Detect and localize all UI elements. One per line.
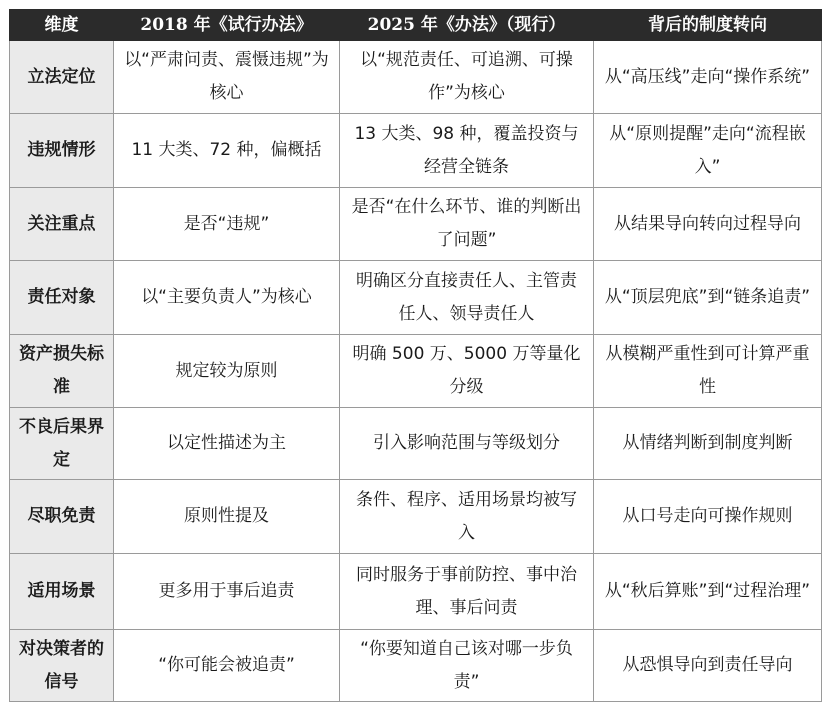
- row-dimension: 责任对象: [10, 261, 114, 335]
- cell-2025: 条件、程序、适用场景均被写入: [340, 480, 594, 554]
- cell-2018: 是否“违规”: [114, 188, 340, 261]
- cell-shift: 从“顶层兜底”到“链条追责”: [594, 261, 822, 335]
- header-2018: 2018 年《试行办法》: [114, 10, 340, 41]
- row-dimension: 资产损失标准: [10, 335, 114, 408]
- table-row: [10, 114, 822, 188]
- table-row: [10, 188, 822, 261]
- cell-2025: 明确区分直接责任人、主管责任人、领导责任人: [340, 261, 594, 335]
- row-dimension: 不良后果界定: [10, 408, 114, 480]
- cell-2018: 更多用于事后追责: [114, 554, 340, 630]
- cell-shift: 从口号走向可操作规则: [594, 480, 822, 554]
- header-dimension: 维度: [10, 10, 114, 41]
- row-dimension: 违规情形: [10, 114, 114, 188]
- cell-2018: 11 大类、72 种，偏概括: [114, 114, 340, 188]
- header-row: [10, 10, 822, 41]
- row-dimension: 尽职免责: [10, 480, 114, 554]
- table-row: [10, 261, 822, 335]
- header-shift: 背后的制度转向: [594, 10, 822, 41]
- cell-2025: 13 大类、98 种，覆盖投资与经营全链条: [340, 114, 594, 188]
- row-dimension: 关注重点: [10, 188, 114, 261]
- cell-shift: 从情绪判断到制度判断: [594, 408, 822, 480]
- cell-2018: 以定性描述为主: [114, 408, 340, 480]
- table-row: [10, 408, 822, 480]
- row-dimension: 对决策者的信号: [10, 630, 114, 702]
- cell-2025: 引入影响范围与等级划分: [340, 408, 594, 480]
- cell-2018: 以“严肃问责、震慑违规”为核心: [114, 41, 340, 114]
- cell-2025: 是否“在什么环节、谁的判断出了问题”: [340, 188, 594, 261]
- table-row: [10, 630, 822, 702]
- cell-2025: 同时服务于事前防控、事中治理、事后问责: [340, 554, 594, 630]
- row-dimension: 立法定位: [10, 41, 114, 114]
- cell-shift: 从“秋后算账”到“过程治理”: [594, 554, 822, 630]
- cell-2025: “你要知道自己该对哪一步负责”: [340, 630, 594, 702]
- header-2025: 2025 年《办法》（现行）: [340, 10, 594, 41]
- cell-2018: 以“主要负责人”为核心: [114, 261, 340, 335]
- cell-shift: 从模糊严重性到可计算严重性: [594, 335, 822, 408]
- cell-2025: 以“规范责任、可追溯、可操作”为核心: [340, 41, 594, 114]
- cell-2025: 明确 500 万、5000 万等量化分级: [340, 335, 594, 408]
- cell-2018: 原则性提及: [114, 480, 340, 554]
- cell-shift: 从恐惧导向到责任导向: [594, 630, 822, 702]
- table-row: [10, 554, 822, 630]
- cell-2018: 规定较为原则: [114, 335, 340, 408]
- table-row: [10, 480, 822, 554]
- cell-2018: “你可能会被追责”: [114, 630, 340, 702]
- table-row: [10, 41, 822, 114]
- cell-shift: 从“原则提醒”走向“流程嵌入”: [594, 114, 822, 188]
- row-dimension: 适用场景: [10, 554, 114, 630]
- cell-shift: 从结果导向转向过程导向: [594, 188, 822, 261]
- comparison-table: [9, 9, 822, 702]
- table-row: [10, 335, 822, 408]
- cell-shift: 从“高压线”走向“操作系统”: [594, 41, 822, 114]
